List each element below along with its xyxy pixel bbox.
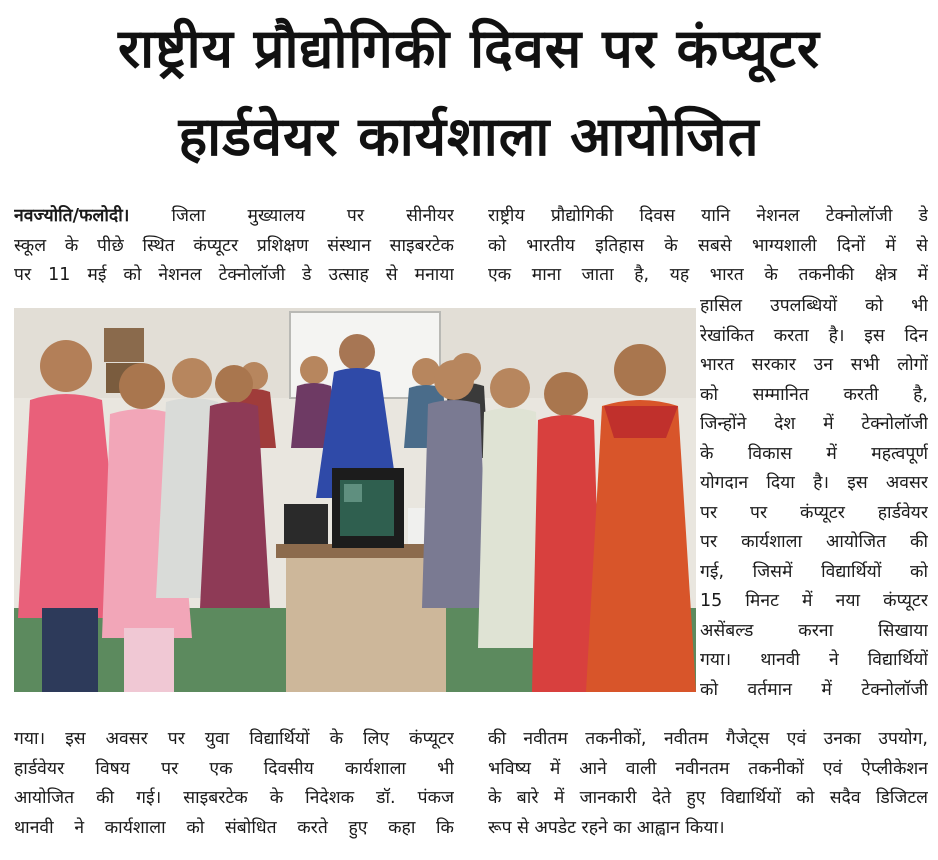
article-line: राष्ट्रीय प्रौद्योगिकी दिवस यानि नेशनल टेक्नोलॉजी डे: [488, 206, 928, 226]
article-line: पर पर कंप्यूटर हार्डवेयर: [700, 502, 928, 523]
article-line: के विकास में महत्वपूर्ण: [700, 443, 928, 464]
headline-line-2: हार्डवेयर कार्यशाला आयोजित: [178, 105, 760, 168]
article-column-left-bottom: [14, 725, 454, 843]
article-line: गया। इस अवसर पर युवा विद्यार्थियों के लिए कंप्यूटर: [14, 729, 454, 749]
article-line: पर कार्यशाला आयोजित की: [700, 532, 928, 552]
article-line: पर 11 मई को नेशनल टेक्नोलॉजी डे उत्साह से मनाया: [14, 265, 454, 285]
article-line: थानवी ने कार्यशाला को संबोधित करते हुए कहा कि: [14, 817, 454, 838]
article-line: योगदान दिया है। इस अवसर: [700, 473, 928, 493]
article-line: एक माना जाता है, यह भारत के तकनीकी क्षेत्र में: [488, 265, 928, 285]
article-line: आयोजित की गई। साइबरटेक के निदेशक डॉ. पंकज: [14, 788, 454, 808]
headline-line-1: राष्ट्रीय प्रौद्योगिकी दिवस पर कंप्यूटर: [118, 17, 820, 80]
photo-wall-frame: [104, 328, 144, 362]
article-line: हार्डवेयर विषय पर एक दिवसीय कार्यशाला भी: [14, 758, 454, 779]
article-line: को सम्मानित करती है,: [700, 384, 928, 405]
article-line: को भारतीय इतिहास के सबसे भाग्यशाली दिनों में से: [488, 235, 928, 256]
article-column-right-side: [700, 292, 928, 705]
article-line: भविष्य में आने वाली नवीनतम तकनीकों एवं ऐप्लीकेशन: [488, 758, 928, 779]
article-line: के बारे में जानकारी देते हुए विद्यार्थियों को सदैव डिजिटल: [488, 788, 928, 808]
photo-desk: [286, 558, 446, 692]
dateline: नवज्योति/फलोदी।: [14, 206, 130, 226]
photo-monitor-box: [284, 504, 328, 544]
news-photo: [14, 308, 696, 692]
article-column-right-top: [488, 202, 928, 291]
article-line: गई, जिसमें विद्यार्थियों को: [700, 561, 928, 582]
article-line: असेंबल्ड करना सिखाया: [700, 620, 928, 641]
article-line: को वर्तमान में टेक्नोलॉजी: [700, 679, 928, 700]
article-column-right-bottom: [488, 725, 928, 843]
article-line: 15 मिनट में नया कंप्यूटर: [700, 591, 928, 611]
article-line: जिला मुख्यालय पर सीनीयर: [129, 206, 454, 226]
article-line: स्कूल के पीछे स्थित कंप्यूटर प्रशिक्षण संस्थान साइबरटेक: [14, 235, 454, 256]
photo-cpu-fan: [344, 484, 362, 502]
group-photo-illustration: [14, 308, 696, 692]
article-line: गया। थानवी ने विद्यार्थियों: [700, 650, 928, 670]
article-line: रेखांकित करता है। इस दिन: [700, 325, 928, 346]
article-line: हासिल उपलब्धियों को भी: [700, 296, 928, 316]
article-line: जिन्होंने देश में टेक्नोलॉजी: [700, 414, 928, 434]
article-column-left-top: [14, 202, 454, 291]
article-line: रूप से अपडेट रहने का आह्वान किया।: [488, 817, 725, 838]
article-line: भारत सरकार उन सभी लोगों: [700, 355, 928, 375]
article-line: की नवीतम तकनीकों, नवीतम गैजेट्स एवं उनका उपयोग,: [488, 729, 928, 749]
